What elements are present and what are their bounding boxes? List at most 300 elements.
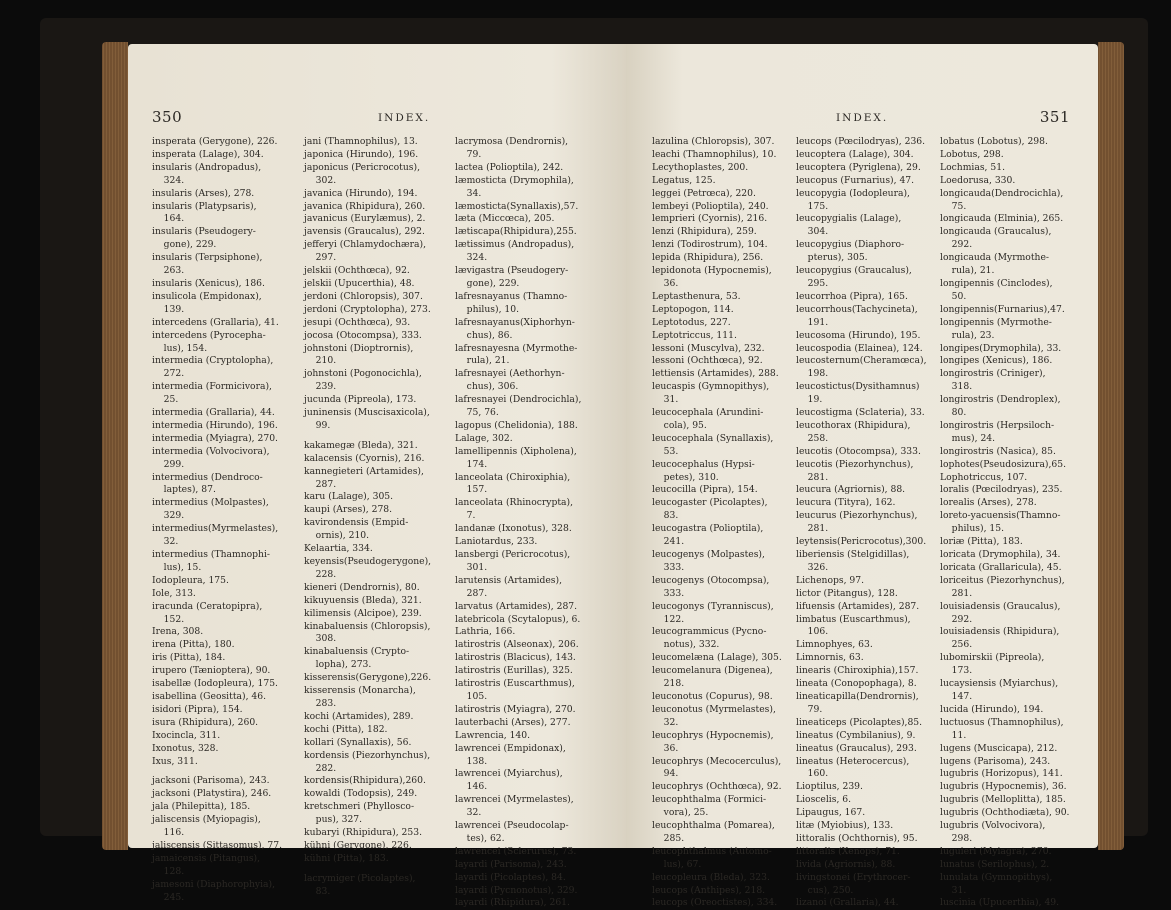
left-index-column-3 <box>455 136 581 910</box>
index-entry: lorealis (Arses), 278. <box>940 497 1037 509</box>
index-entry: læmosticta (Drymophila), <box>455 174 574 186</box>
index-entry: layardi (Picolaptes), 84. <box>455 871 566 883</box>
index-entry: lineaticeps (Picolaptes),85. <box>796 716 923 728</box>
index-entry: Leptotriccus, 111. <box>652 329 737 341</box>
index-entry: intermedius (Dendroco- <box>152 471 263 483</box>
index-entry: lineatus (Cymbilanius), 9. <box>796 729 916 741</box>
index-entry: leucostictus(Dysithamnus) <box>796 381 920 393</box>
index-entry: latirostris (Alseonax), 206. <box>455 639 579 651</box>
index-entry: leucoptera (Lalage), 304. <box>796 148 914 160</box>
index-entry: lugubris (Melloplitta), 185. <box>940 794 1066 806</box>
index-entry: linearis (Chiroxiphia),157. <box>796 665 919 677</box>
index-entry: philus), 10. <box>455 303 520 315</box>
index-entry: 326. <box>796 561 829 573</box>
left-running-header: INDEX. <box>378 112 431 124</box>
index-entry: javanicus (Eurylæmus), 2. <box>304 213 426 225</box>
index-entry: 283. <box>304 697 337 709</box>
index-entry: 36. <box>652 277 679 289</box>
index-entry: 83. <box>304 885 331 897</box>
index-entry: 50. <box>940 290 967 302</box>
index-entry: Lipaugus, 167. <box>796 807 866 819</box>
index-entry: lucida (Hirundo), 194. <box>940 703 1044 715</box>
index-entry: 31. <box>652 394 679 406</box>
index-entry: latirostris (Myiagra), 270. <box>455 703 576 715</box>
index-entry: louisiadensis (Graucalus), <box>940 600 1061 612</box>
index-entry: latirostris (Euscarthmus), <box>455 678 575 690</box>
index-entry: Limnophyes, 63. <box>796 639 873 651</box>
index-entry: kordensis(Rhipidura),260. <box>304 775 426 787</box>
index-entry: lophotes(Pseudosizura),65. <box>940 458 1067 470</box>
index-entry: leucosoma (Hirundo), 195. <box>796 329 921 341</box>
index-entry: irupero (Tænioptera), 90. <box>152 665 271 677</box>
index-entry: 99. <box>304 419 331 431</box>
index-entry: leuconotus (Myrmelastes), <box>652 703 776 715</box>
index-entry: liberiensis (Stelgidillas), <box>796 549 910 560</box>
index-entry: japonica (Hirundo), 196. <box>304 148 419 160</box>
index-entry: intermedia (Cryptolopha), <box>152 355 274 367</box>
index-entry: 218. <box>652 678 685 690</box>
index-entry: 173. <box>940 665 973 677</box>
index-entry: 281. <box>796 471 829 483</box>
index-entry: jacksoni (Platystira), 246. <box>152 788 272 800</box>
index-entry: isabellæ (Iodopleura), 175. <box>152 678 278 690</box>
index-entry: intermedius (Molpastes), <box>152 497 269 509</box>
index-entry: leucops (Oreoctistes), 334. <box>652 897 778 909</box>
index-entry: layardi (Rhipidura), 261. <box>455 897 570 909</box>
index-entry: 329. <box>152 510 185 522</box>
index-entry: 174. <box>455 458 488 470</box>
index-entry: loreto-yacuensis(Thamno- <box>940 510 1061 522</box>
index-entry: jaliscensis (Sittasomus), 77. <box>152 839 283 851</box>
index-entry: chus), 86. <box>455 329 513 341</box>
index-entry: 116. <box>152 827 185 839</box>
index-entry: jerdoni (Cryptolopha), 273. <box>304 303 431 315</box>
index-entry: latirostris (Blacicus), 143. <box>455 652 576 664</box>
index-entry: lunatus (Serilophus), 2. <box>940 858 1050 870</box>
index-entry: Lawrencia, 140. <box>455 729 531 741</box>
index-entry: Lalage, 302. <box>455 432 513 444</box>
left-page <box>128 44 626 909</box>
index-entry: longipennis (Cinclodes), <box>940 277 1053 289</box>
index-entry: ornis), 210. <box>304 530 370 542</box>
letter-gap <box>152 768 282 775</box>
index-entry: lenzi (Todirostrum), 104. <box>652 239 768 251</box>
index-entry: Loedorusa, 330. <box>940 174 1016 186</box>
index-entry: leucothorax (Rhipidura), <box>796 419 911 431</box>
index-entry: 138. <box>455 755 488 767</box>
index-entry: longipennis (Myrmothe- <box>940 316 1052 328</box>
index-entry: Leptopogon, 114. <box>652 303 734 315</box>
index-entry: lepidonota (Hypocnemis), <box>652 265 772 277</box>
index-entry: 287. <box>304 478 337 490</box>
index-entry: longirostris (Criniger), <box>940 368 1046 380</box>
index-entry: irena (Pitta), 180. <box>152 639 235 651</box>
index-entry: Lophotriccus, 107. <box>940 471 1028 483</box>
index-entry: kinabaluensis (Chloropsis), <box>304 620 431 632</box>
index-entry: insperata (Gerygone), 226. <box>152 136 278 147</box>
index-entry: insperata (Lalage), 304. <box>152 148 264 160</box>
index-entry: lugens (Muscicapa), 212. <box>940 742 1058 754</box>
index-entry: kochi (Pitta), 182. <box>304 723 388 735</box>
index-entry: leucopygius (Graucalus), <box>796 265 912 277</box>
index-entry: lanceolata (Chiroxiphia), <box>455 471 571 483</box>
index-entry: leucotis (Otocompsa), 333. <box>796 445 921 457</box>
index-entry: lafresnayanus(Xiphorhyn- <box>455 316 575 328</box>
index-entry: 318. <box>940 381 973 393</box>
index-entry: intermedia (Hirundo), 196. <box>152 419 278 431</box>
left-index-column-1 <box>152 136 282 904</box>
index-entry: leucocephala (Synallaxis), <box>652 432 774 444</box>
right-running-header: INDEX. <box>836 112 889 124</box>
index-entry: leucopygius (Diaphoro- <box>796 239 905 251</box>
index-entry: longirostris (Dendroplex), <box>940 394 1061 406</box>
index-entry: loriæ (Pitta), 183. <box>940 536 1023 548</box>
index-entry: latirostris (Eurillas), 325. <box>455 665 573 677</box>
index-entry: Lobotus, 298. <box>940 148 1004 160</box>
index-entry: jelskii (Upucerthia), 48. <box>304 277 415 289</box>
index-entry: jucunda (Pipreola), 173. <box>304 394 417 406</box>
index-entry: intermedia (Myiagra), 270. <box>152 432 278 444</box>
index-entry: 298. <box>940 832 973 844</box>
index-entry: 292. <box>940 239 973 251</box>
index-entry: longicauda (Myrmothe- <box>940 252 1049 264</box>
index-entry: rula), 21. <box>455 355 510 367</box>
index-entry: lunulata (Gymnopithys), <box>940 871 1053 883</box>
index-entry: luctuosus (Thamnophilus), <box>940 716 1064 728</box>
index-entry: leucophrys (Hypocnemis), <box>652 729 774 741</box>
index-entry: larutensis (Artamides), <box>455 574 563 586</box>
index-entry: leucogenys (Otocompsa), <box>652 574 770 586</box>
index-entry: lugubris (Volvocivora), <box>940 820 1046 832</box>
index-entry: leucopus (Furnarius), 47. <box>796 174 915 186</box>
index-entry: lizanoi (Grallaria), 44. <box>796 897 899 909</box>
index-entry: lævigastra (Pseudogery- <box>455 265 569 277</box>
index-entry: layardi (Pycnonotus), 329. <box>455 884 578 896</box>
index-entry: lansbergi (Pericrocotus), <box>455 549 571 560</box>
index-entry: johnstoni (Pogonocichla), <box>304 368 422 380</box>
index-entry: Iole, 313. <box>152 587 196 599</box>
index-entry: 80. <box>940 407 967 419</box>
index-entry: lineata (Conopophaga), 8. <box>796 678 917 690</box>
index-entry: 175. <box>796 200 829 212</box>
index-entry: kowaldi (Todopsis), 249. <box>304 788 418 800</box>
index-entry: kinabaluensis (Crypto- <box>304 646 410 658</box>
index-entry: Lathria, 166. <box>455 626 516 638</box>
index-entry: karu (Lalage), 305. <box>304 491 394 503</box>
index-entry: lætissimus (Andropadus), <box>455 239 575 251</box>
index-entry: loricata (Drymophila), 34. <box>940 549 1061 560</box>
index-entry: mus), 24. <box>940 432 996 444</box>
index-entry: longipennis(Furnarius),47. <box>940 303 1065 315</box>
index-entry: 239. <box>304 381 337 393</box>
index-entry: chus), 306. <box>455 381 519 393</box>
index-entry: lugens (Parisoma), 243. <box>940 755 1051 767</box>
right-page-edges <box>1098 42 1124 850</box>
index-entry: lineatus (Graucalus), 293. <box>796 742 917 754</box>
index-entry: lawrencei (Sclerurus), 73. <box>455 845 577 857</box>
index-entry: insularis (Xenicus), 186. <box>152 277 265 289</box>
index-entry: laptes), 87. <box>152 484 216 496</box>
index-entry: 292. <box>940 613 973 625</box>
index-entry: juninensis (Muscisaxicola), <box>304 407 430 419</box>
index-entry: littoralis (Ochthornis), 95. <box>796 832 918 844</box>
index-entry: 53. <box>652 445 679 457</box>
index-entry: leucogonys (Tyranniscus), <box>652 600 774 612</box>
index-entry: 106. <box>796 626 829 638</box>
index-entry: 11. <box>940 729 967 741</box>
index-entry: iracunda (Ceratopipra), <box>152 600 263 612</box>
index-entry: Laniotardus, 233. <box>455 536 538 548</box>
index-entry: luscinia (Upucerthia), 49. <box>940 897 1060 909</box>
right-page-number: 351 <box>1039 108 1070 126</box>
index-entry: læta (Miccœca), 205. <box>455 213 555 225</box>
index-entry: kaupi (Arses), 278. <box>304 504 393 516</box>
index-entry: gone), 229. <box>152 239 217 251</box>
index-entry: lessoni (Ochthœca), 92. <box>652 355 763 367</box>
index-entry: 228. <box>304 568 337 580</box>
index-entry: 31. <box>940 884 967 896</box>
index-entry: leucomelæna (Lalage), 305. <box>652 652 782 664</box>
index-entry: leucopygia (Iodopleura), <box>796 187 910 199</box>
index-entry: jamaicensis (Pitangus), <box>152 852 261 864</box>
index-entry: lenzi (Rhipidura), 259. <box>652 226 757 238</box>
index-entry: lacrymiger (Picolaptes), <box>304 872 416 884</box>
left-page-edges <box>102 42 128 850</box>
index-entry: Leptotodus, 227. <box>652 316 731 328</box>
index-entry: 282. <box>304 762 337 774</box>
index-entry: jala (Philepitta), 185. <box>152 801 251 813</box>
index-entry: longipes (Xenicus), 186. <box>940 355 1053 367</box>
index-entry: Leptasthenura, 53. <box>652 290 741 302</box>
index-entry: Iodopleura, 175. <box>152 574 229 586</box>
index-entry: 256. <box>940 639 973 651</box>
index-entry: jelskii (Ochthœca), 92. <box>304 265 410 277</box>
index-entry: leucopleura (Bleda), 323. <box>652 871 770 883</box>
index-entry: leggei (Petrœca), 220. <box>652 187 756 199</box>
index-entry: leucophrys (Mecocerculus), <box>652 755 782 767</box>
index-entry: kühni (Pitta), 183. <box>304 852 389 864</box>
index-entry: leucophthalma (Formici- <box>652 794 767 806</box>
right-index-column-3 <box>940 136 1069 910</box>
index-entry: longicauda(Dendrocichla), <box>940 187 1064 199</box>
index-entry: 128. <box>152 865 185 877</box>
index-entry: kordensis (Piezorhynchus), <box>304 749 431 761</box>
index-entry: Lioptilus, 239. <box>796 781 863 793</box>
index-entry: 75. <box>940 200 967 212</box>
index-entry: 263. <box>152 265 185 277</box>
index-entry: lus), 15. <box>152 561 202 573</box>
index-entry: insularis (Pseudogery- <box>152 226 256 238</box>
index-entry: Limnornis, 63. <box>796 652 864 664</box>
index-entry: pterus), 305. <box>796 252 868 264</box>
index-entry: 79. <box>455 148 482 160</box>
index-entry: Irena, 308. <box>152 626 204 638</box>
index-entry: lafresnayei (Aethorhyn- <box>455 368 565 380</box>
index-entry: 94. <box>652 768 679 780</box>
index-entry: longirostris (Nasica), 85. <box>940 445 1056 457</box>
index-entry: lictor (Pitangus), 128. <box>796 587 898 599</box>
index-entry: leucomelanura (Digenea), <box>652 665 773 677</box>
index-entry: keyensis(Pseudogerygone), <box>304 556 432 567</box>
index-entry: japonicus (Pericrocotus), <box>304 161 420 173</box>
index-entry: leucogrammicus (Pycno- <box>652 626 767 638</box>
index-entry: 287. <box>455 587 488 599</box>
index-entry: lactea (Polioptila), 242. <box>455 161 564 173</box>
index-entry: leucogastra (Polioptila), <box>652 523 764 535</box>
index-entry: 32. <box>455 807 482 819</box>
index-entry: kavirondensis (Empid- <box>304 517 409 529</box>
index-entry: 25. <box>152 394 179 406</box>
index-entry: Legatus, 125. <box>652 174 716 186</box>
index-entry: lafresnayanus (Thamno- <box>455 290 568 302</box>
index-entry: leucaspis (Gymnopithys), <box>652 381 770 393</box>
index-entry: longipes(Drymophila), 33. <box>940 342 1062 354</box>
index-entry: leucocilla (Pipra), 154. <box>652 484 758 496</box>
index-entry: isabellina (Geositta), 46. <box>152 690 267 702</box>
index-entry: Lecythoplastes, 200. <box>652 161 749 173</box>
index-entry: insularis (Arses), 278. <box>152 187 255 199</box>
index-entry: longirostris (Herpsiloch- <box>940 419 1055 431</box>
index-entry: 122. <box>652 613 685 625</box>
index-entry: leucophrys (Ochthœca), 92. <box>652 781 782 793</box>
index-entry: 324. <box>455 252 488 264</box>
index-entry: tes), 62. <box>455 832 505 844</box>
index-entry: 302. <box>304 174 337 186</box>
index-entry: pus), 327. <box>304 814 363 826</box>
index-entry: 299. <box>152 458 185 470</box>
index-entry: leucops (Pœcilodryas), 236. <box>796 136 926 147</box>
index-entry: javensis (Graucalus), 292. <box>304 226 425 238</box>
index-entry: jocosa (Otocompsa), 333. <box>304 329 422 341</box>
index-entry: louisiadensis (Rhipidura), <box>940 626 1060 638</box>
index-entry: jefferyi (Chlamydochæra), <box>304 239 427 251</box>
index-entry: 7. <box>455 510 476 522</box>
index-entry: lawrencei (Myrmelastes), <box>455 794 574 806</box>
index-entry: insularis (Terpsiphone), <box>152 252 263 264</box>
index-entry: leucura (Agriornis), 88. <box>796 484 906 496</box>
index-entry: lafresnayei (Dendrocichla), <box>455 394 582 406</box>
index-entry: kubaryi (Rhipidura), 253. <box>304 827 423 839</box>
index-entry: kalacensis (Cyornis), 216. <box>304 452 425 464</box>
index-entry: 333. <box>652 561 685 573</box>
index-entry: Ixonotus, 328. <box>152 742 219 754</box>
index-entry: 139. <box>152 303 185 315</box>
index-entry: kakamegæ (Bleda), 321. <box>304 439 418 451</box>
index-entry: lubomirskii (Pipreola), <box>940 652 1045 664</box>
index-entry: kikuyuensis (Bleda), 321. <box>304 594 422 606</box>
index-entry: leucogaster (Picolaptes), <box>652 497 768 509</box>
index-entry: philus), 15. <box>940 523 1005 535</box>
index-entry: livingstonei (Erythrocer- <box>796 871 911 883</box>
index-entry: isidori (Pipra), 154. <box>152 703 243 715</box>
index-entry: lacrymosa (Dendrornis), <box>455 136 569 147</box>
index-entry: intermedia (Volvocivora), <box>152 445 270 457</box>
index-entry: lucaysiensis (Myiarchus), <box>940 678 1059 690</box>
index-entry: lus), 67. <box>652 858 702 870</box>
index-entry: leytensis(Pericrocotus),300. <box>796 536 927 548</box>
index-entry: 32. <box>652 716 679 728</box>
index-entry: leucophthalma (Pomarea), <box>652 820 775 832</box>
index-entry: 295. <box>796 277 829 289</box>
index-entry: læmosticta(Synallaxis),57. <box>455 200 579 212</box>
index-entry: lineaticapilla(Dendrornis), <box>796 690 919 702</box>
index-entry: lazulina (Chloropsis), 307. <box>652 136 775 147</box>
index-entry: 34. <box>455 187 482 199</box>
index-entry: larvatus (Artamides), 287. <box>455 600 578 612</box>
index-entry: leucocephalus (Hypsi- <box>652 458 755 470</box>
index-entry: lawrencei (Pseudocolap- <box>455 820 569 832</box>
index-entry: leucospodia (Elainea), 124. <box>796 342 923 354</box>
index-entry: lembeyi (Polioptila), 240. <box>652 200 769 212</box>
index-entry: intermedius(Myrmelastes), <box>152 523 279 535</box>
index-entry: rula), 21. <box>940 265 995 277</box>
index-entry: leucurus (Piezorhynchus), <box>796 510 918 522</box>
index-entry: longicauda (Graucalus), <box>940 226 1052 238</box>
right-index-column-2 <box>796 136 927 910</box>
index-entry: 191. <box>796 316 829 328</box>
index-entry: 285. <box>652 832 685 844</box>
index-entry: leucosternum(Cheramœca), <box>796 355 927 367</box>
index-entry: litæ (Myiobius), 133. <box>796 820 894 832</box>
index-entry: jani (Thamnophilus), 13. <box>304 136 418 147</box>
index-entry: 281. <box>940 587 973 599</box>
index-entry: lauterbachi (Arses), 277. <box>455 716 571 728</box>
index-entry: Lichenops, 97. <box>796 574 865 586</box>
right-page <box>626 44 1098 909</box>
index-entry: 258. <box>796 432 829 444</box>
index-entry: leucogenys (Molpastes), <box>652 549 765 560</box>
index-entry: 160. <box>796 768 829 780</box>
index-entry: kochi (Artamides), 289. <box>304 710 414 722</box>
index-entry: leucops (Anthipes), 218. <box>652 884 766 896</box>
right-index-column-1 <box>652 136 782 910</box>
index-entry: luguieri (Myiagra), 270. <box>940 845 1052 857</box>
index-entry: littoralis (Xenops), 71. <box>796 845 900 857</box>
book <box>40 18 1148 909</box>
index-entry: lagopus (Chelidonia), 188. <box>455 419 578 431</box>
letter-gap <box>304 433 431 440</box>
index-entry: kühni (Gerygone), 226. <box>304 839 412 851</box>
index-entry: jacksoni (Parisoma), 243. <box>152 775 270 787</box>
index-entry: 245. <box>152 891 185 903</box>
index-entry: kannegieteri (Artamides), <box>304 465 424 477</box>
index-entry: 241. <box>652 536 685 548</box>
index-entry: 147. <box>940 690 973 702</box>
index-entry: lugubris (Hypocnemis), 36. <box>940 781 1067 793</box>
index-entry: lessoni (Muscylva), 232. <box>652 342 765 354</box>
index-entry: 105. <box>455 690 488 702</box>
index-entry: iris (Pitta), 184. <box>152 652 226 664</box>
index-entry: kisserensis (Monarcha), <box>304 685 416 697</box>
index-entry: 308. <box>304 633 337 645</box>
index-entry: 281. <box>796 523 829 535</box>
index-entry: Lochmias, 51. <box>940 161 1005 173</box>
index-entry: intermedia (Formicivora), <box>152 381 272 393</box>
index-entry: lettiensis (Artamides), 288. <box>652 368 779 380</box>
index-entry: leucotis (Piezorhynchus), <box>796 458 914 470</box>
index-entry: insulicola (Empidonax), <box>152 290 262 302</box>
index-entry: kisserensis(Gerygone),226. <box>304 672 432 684</box>
index-entry: leucoptera (Pyriglena), 29. <box>796 161 921 173</box>
index-entry: loriceitus (Piezorhynchus), <box>940 574 1065 586</box>
index-entry: leucophthalmus (Automo- <box>652 845 772 857</box>
index-entry: 152. <box>152 613 185 625</box>
index-entry: 146. <box>455 781 488 793</box>
index-entry: rula), 23. <box>940 329 995 341</box>
index-entry: 75, 76. <box>455 407 499 419</box>
index-entry: longicauda (Elminia), 265. <box>940 213 1064 225</box>
left-index-column-2 <box>304 136 431 899</box>
